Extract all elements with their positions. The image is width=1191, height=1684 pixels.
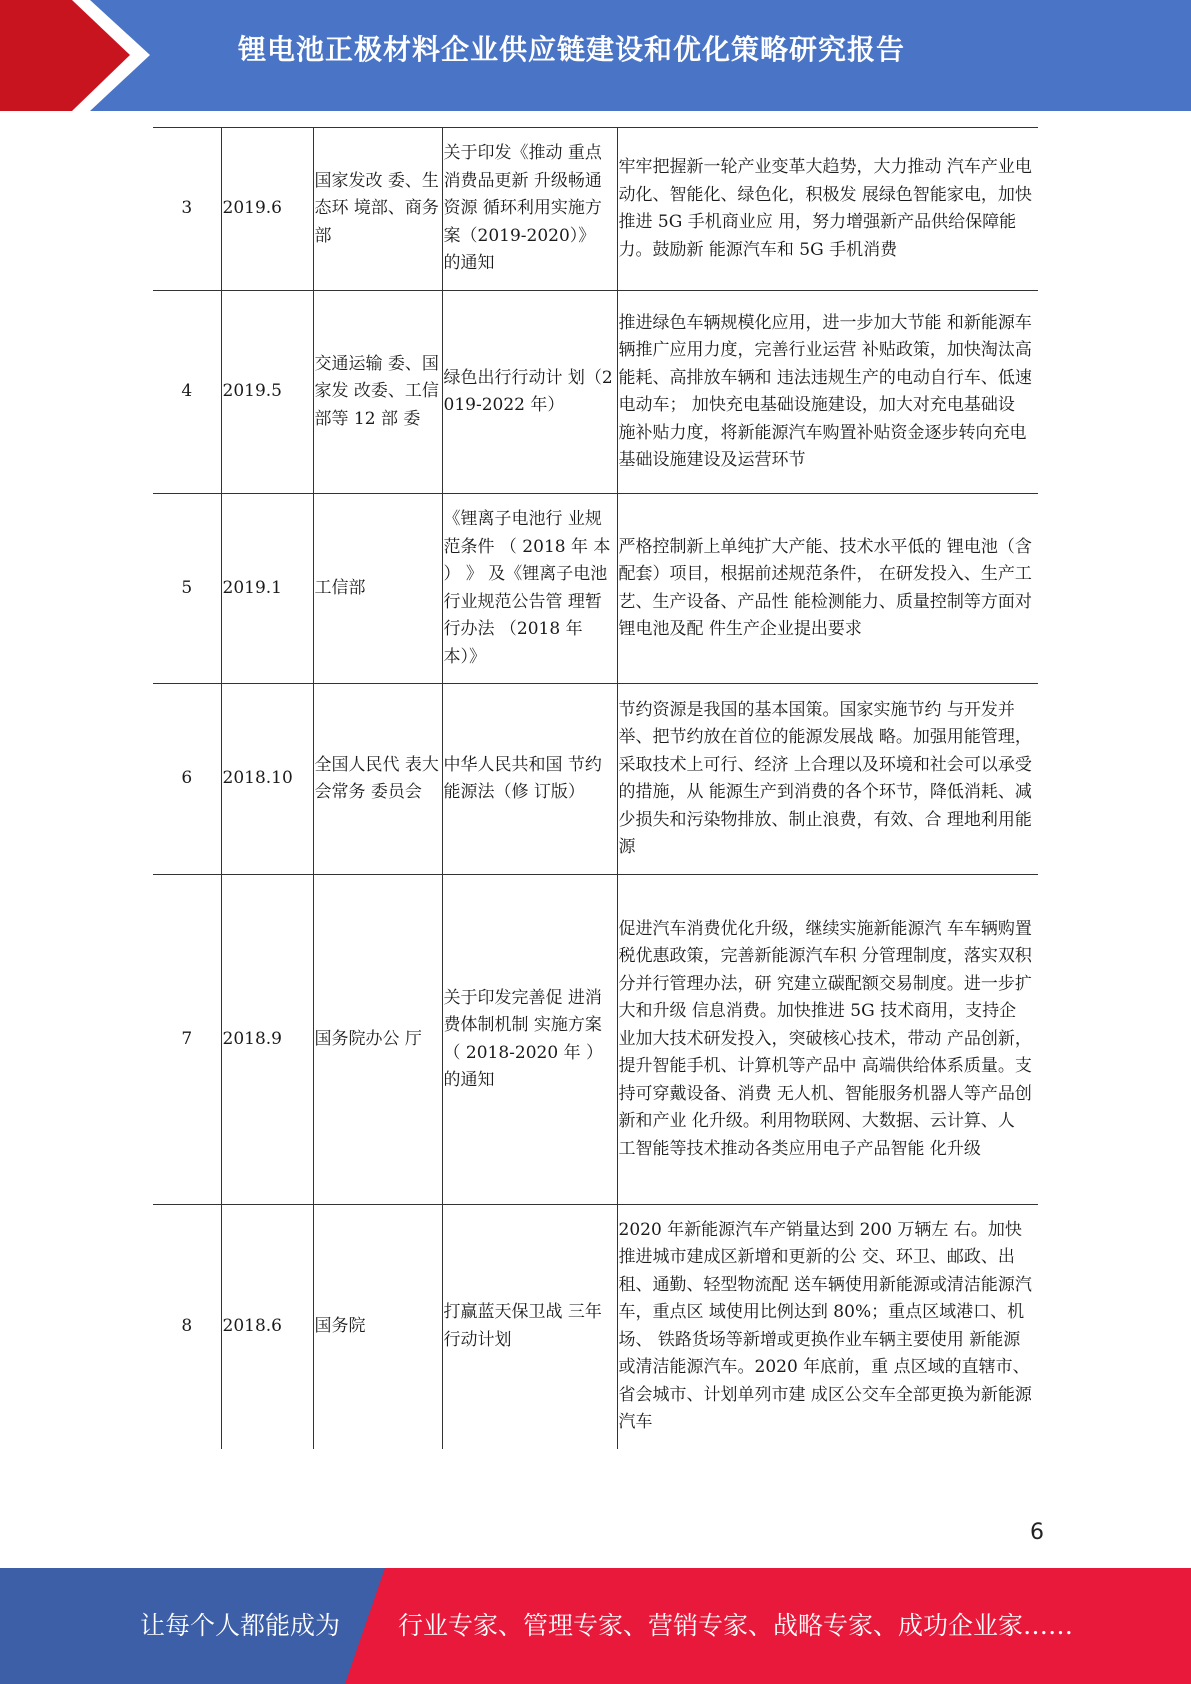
row-document: 绿色出行行动计 划（2019-2022 年） — [442, 291, 617, 494]
row-date: 2019.1 — [221, 494, 313, 684]
row-issuer: 国家发改 委、生态环 境部、商务 部 — [313, 128, 442, 291]
table-row — [153, 128, 1038, 291]
row-number: 8 — [153, 1205, 221, 1449]
row-date: 2018.6 — [221, 1205, 313, 1449]
row-content: 2020 年新能源汽车产销量达到 200 万辆左 右。加快推进城市建成区新增和更新的公 交、环卫、邮政、出租、通勤、轻型物流配 送车辆使用新能源或清洁能源汽车，重点区 域使用比例达到 80%；重点区域港口、机场、 铁路货场等新增或更换作业车辆主要使用 新能源或清洁能源汽车。2020 年底前，重 点区域的直辖市、省会城市、计划单列市建 成区公交车全部更换为新能源汽车 — [617, 1205, 1038, 1449]
row-issuer: 国务院 — [313, 1205, 442, 1449]
row-content: 严格控制新上单纯扩大产能、技术水平低的 锂电池（含配套）项目，根据前述规范条件， 在研发投入、生产工艺、生产设备、产品性 能检测能力、质量控制等方面对锂电池及配 件生产企业提出要求 — [617, 494, 1038, 684]
page-footer — [0, 1568, 1191, 1684]
policy-table — [153, 127, 1038, 1449]
footer-slogan-right: 行业专家、管理专家、营销专家、战略专家、成功企业家…… — [398, 1611, 1074, 1640]
row-document: 中华人民共和国 节约能源法（修 订版） — [442, 684, 617, 875]
row-date: 2019.6 — [221, 128, 313, 291]
table-row — [153, 494, 1038, 684]
row-number: 5 — [153, 494, 221, 684]
table-row — [153, 875, 1038, 1205]
row-issuer: 全国人民代 表大会常务 委员会 — [313, 684, 442, 875]
row-document: 关于印发《推动 重点消费品更新 升级畅通资源 循环利用实施方 案（2019-2020）》 的通知 — [442, 128, 617, 291]
row-issuer: 工信部 — [313, 494, 442, 684]
row-issuer: 交通运输 委、国家发 改委、工信 部等 12 部 委 — [313, 291, 442, 494]
page-header — [0, 0, 1191, 111]
row-document: 打赢蓝天保卫战 三年行动计划 — [442, 1205, 617, 1449]
row-document: 关于印发完善促 进消费体制机制 实施方案 （ 2018-2020 年 ） 的通知 — [442, 875, 617, 1205]
header-red-chevron — [0, 0, 150, 111]
row-content: 牢牢把握新一轮产业变革大趋势，大力推动 汽车产业电动化、智能化、绿色化，积极发 展绿色智能家电，加快推进 5G 手机商业应 用，努力增强新产品供给保障能力。鼓励新 能源汽车和 5G 手机消费 — [617, 128, 1038, 291]
row-number: 4 — [153, 291, 221, 494]
row-number: 6 — [153, 684, 221, 875]
row-date: 2018.10 — [221, 684, 313, 875]
row-date: 2019.5 — [221, 291, 313, 494]
row-number: 3 — [153, 128, 221, 291]
page-number: 6 — [1030, 1520, 1044, 1545]
table-row — [153, 1205, 1038, 1449]
report-title: 锂电池正极材料企业供应链建设和优化策略研究报告 — [238, 33, 906, 66]
row-content: 推进绿色车辆规模化应用，进一步加大节能 和新能源车辆推广应用力度，完善行业运营 补贴政策，加快淘汰高能耗、高排放车辆和 违法违规生产的电动自行车、低速电动车； 加快充电基础设施建设，加大对充电基础设 施补贴力度，将新能源汽车购置补贴资金逐步转向充电基础设施建设及运营环节 — [617, 291, 1038, 494]
table-row — [153, 684, 1038, 875]
footer-slogan-left: 让每个人都能成为 — [140, 1611, 341, 1640]
row-content: 促进汽车消费优化升级，继续实施新能源汽 车车辆购置税优惠政策，完善新能源汽车积 分管理制度，落实双积分并行管理办法，研 究建立碳配额交易制度。进一步扩大和升级 信息消费。加快推进 5G 技术商用，支持企 业加大技术研发投入，突破核心技术，带动 产品创新，提升智能手机、计算机等产品中 高端供给体系质量。支持可穿戴设备、消费 无人机、智能服务机器人等产品创新和产业 化升级。利用物联网、大数据、云计算、人 工智能等技术推动各类应用电子产品智能 化升级 — [617, 875, 1038, 1205]
table-row — [153, 291, 1038, 494]
row-content: 节约资源是我国的基本国策。国家实施节约 与开发并举、把节约放在首位的能源发展战 略。加强用能管理，采取技术上可行、经济 上合理以及环境和社会可以承受的措施，从 能源生产到消费的各个环节，降低消耗、减 少损失和污染物排放、制止浪费，有效、合 理地利用能源 — [617, 684, 1038, 875]
row-number: 7 — [153, 875, 221, 1205]
row-document: 《锂离子电池行 业规范条件 （ 2018 年 本 ） 》 及《锂离子电池 行业规范公告管 理暂行办法 （2018 年本）》 — [442, 494, 617, 684]
row-date: 2018.9 — [221, 875, 313, 1205]
row-issuer: 国务院办公 厅 — [313, 875, 442, 1205]
